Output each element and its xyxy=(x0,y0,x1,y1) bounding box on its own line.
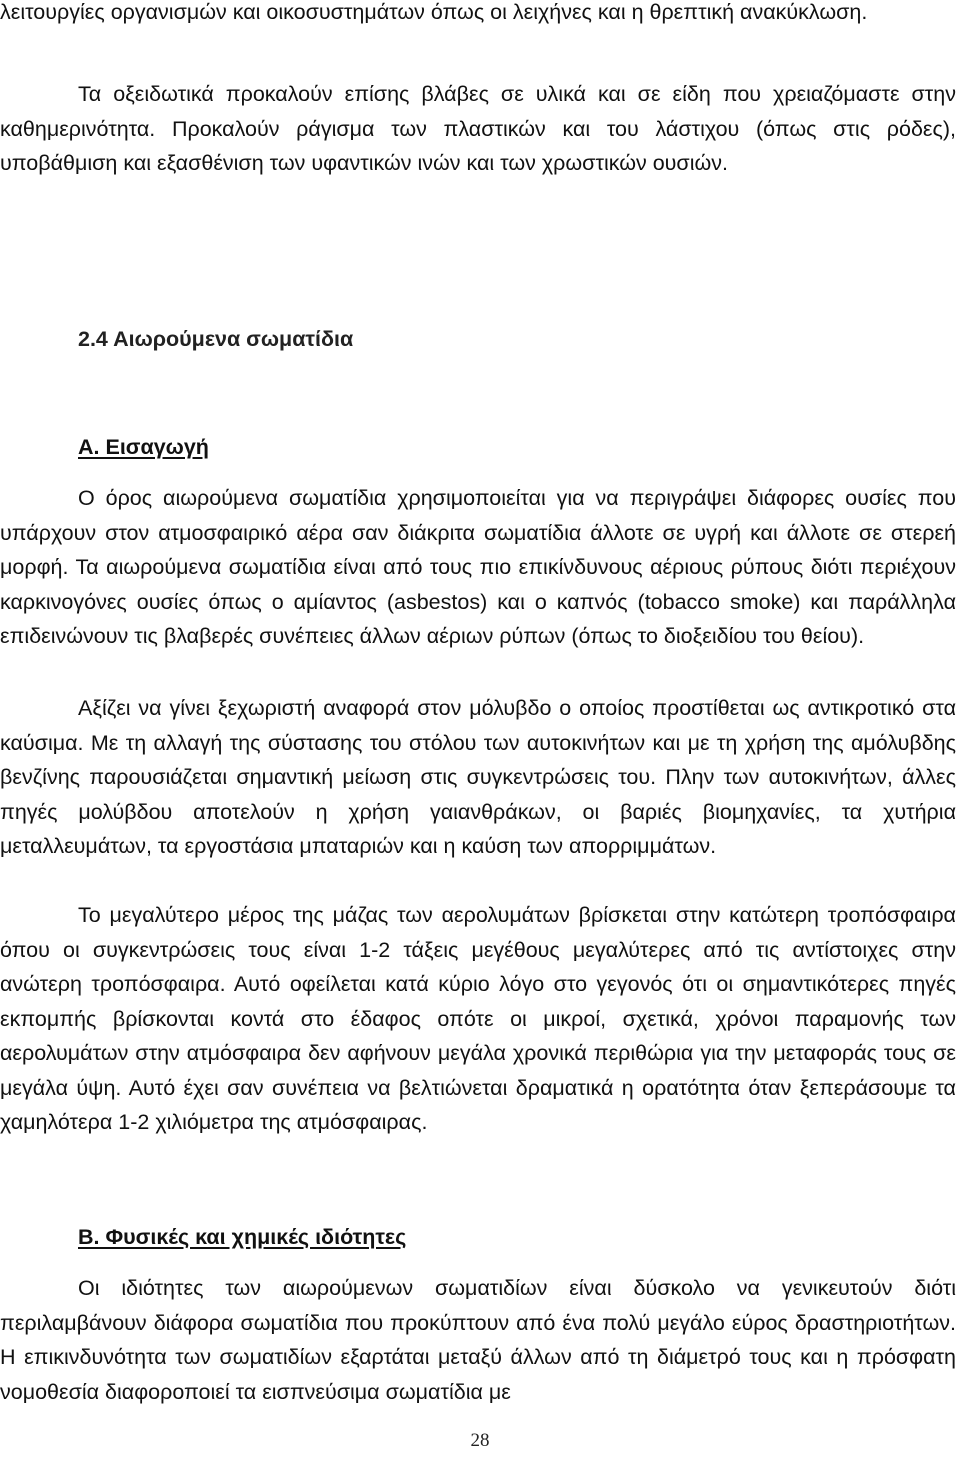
subsection-a-heading: Α. Εισαγωγή xyxy=(78,435,209,459)
section-heading: 2.4 Αιωρούμενα σωματίδια xyxy=(78,327,354,351)
subsection-a-paragraph-3-block xyxy=(0,898,956,1140)
subsection-a-paragraph-1-block xyxy=(0,481,956,654)
intro-continuation-block xyxy=(0,0,956,30)
subsection-a-paragraph-3: Το μεγαλύτερο μέρος της μάζας των αερολυμάτων βρίσκεται στην κατώτερη τροπόσφαιρα όπου οι συγκεντρώσεις τους είναι 1-2 τάξεις μεγέθους μεγαλύτερες από τις αντίστοιχες στην ανώτερη τροπόσφαιρα. Αυτό οφείλεται κατά κύριο λόγο στο γεγονός ότι οι σημαντικότερες πηγές εκπομπής βρίσκονται κοντά στο έδαφος οπότε οι μικροί, σχετικά, χρόνοι παραμονής των αερολυμάτων στην ατμόσφαιρα δεν αφήνουν μεγάλα χρονικά περιθώρια για την μεταφοράς τους σε μεγάλα ύψη. Αυτό έχει σαν συνέπεια να βελτιώνεται δραματικά η ορατότητα όταν ξεπεράσουμε τα χαμηλότερα 1-2 χιλιόμετρα της ατμόσφαιρας. xyxy=(0,903,956,1134)
subsection-b-paragraph-1-block xyxy=(0,1271,956,1409)
subsection-a-paragraph-2-block xyxy=(0,691,956,864)
subsection-b-paragraph-1: Οι ιδιότητες των αιωρούμενων σωματιδίων είναι δύσκολο να γενικευτούν διότι περιλαμβάνουν διάφορα σωματίδια που προκύπτουν από ένα πολύ μεγάλο εύρος δραστηριοτήτων. Η επικινδυνότητα των σωματιδίων εξαρτάται μεταξύ άλλων από τη διάμετρό τους και η πρόσφατη νομοθεσία διαφοροποιεί τα εισπνεύσιμα σωματίδια με xyxy=(0,1276,956,1404)
oxidants-paragraph: Τα οξειδωτικά προκαλούν επίσης βλάβες σε υλικά και σε είδη που χρειαζόμαστε στην καθημερινότητα. Προκαλούν ράγισμα των πλαστικών και του λάστιχου (όπως στις ρόδες), υποβάθμιση και εξασθένιση των υφαντικών ινών και των χρωστικών ουσιών. xyxy=(0,82,956,175)
subsection-b-heading: Β. Φυσικές και χημικές ιδιότητες xyxy=(78,1225,407,1249)
subsection-a-paragraph-1: Ο όρος αιωρούμενα σωματίδια χρησιμοποιείται για να περιγράψει διάφορες ουσίες που υπάρχουν στον ατμοσφαιρικό αέρα σαν διάκριτα σωματίδια άλλοτε σε υγρή και άλλοτε σε στερεή μορφή. Τα αιωρούμενα σωματίδια είναι από τους πιο επικίνδυνους αέριους ρύπους διότι περιέχουν καρκινογόνες ουσίες όπως ο αμίαντος (asbestos) και ο καπνός (tobacco smoke) και παράλληλα επιδεινώνουν τις βλαβερές συνέπειες άλλων αέριων ρύπων (όπως το διοξειδίου του θείου). xyxy=(0,486,956,648)
subsection-a-paragraph-2: Αξίζει να γίνει ξεχωριστή αναφορά στον μόλυβδο ο οποίος προστίθεται ως αντικροτικό στα καύσιμα. Με τη αλλαγή της σύστασης του στόλου των αυτοκινήτων και με τη χρήση της αμόλυβδης βενζίνης παρουσιάζεται σημαντική μείωση στις συγκεντρώσεις του. Πλην των αυτοκινήτων, άλλες πηγές μολύβδου αποτελούν η χρήση γαιανθράκων, οι βαριές βιομηχανίες, τα χυτήρια μεταλλευμάτων, τα εργοστάσια μπαταριών και η καύση των απορριμμάτων. xyxy=(0,696,956,858)
intro-continuation-paragraph: λειτουργίες οργανισμών και οικοσυστημάτων όπως οι λειχήνες και η θρεπτική ανακύκλωση. xyxy=(0,0,868,24)
oxidants-block xyxy=(0,77,956,181)
page-number: 28 xyxy=(470,1430,490,1451)
